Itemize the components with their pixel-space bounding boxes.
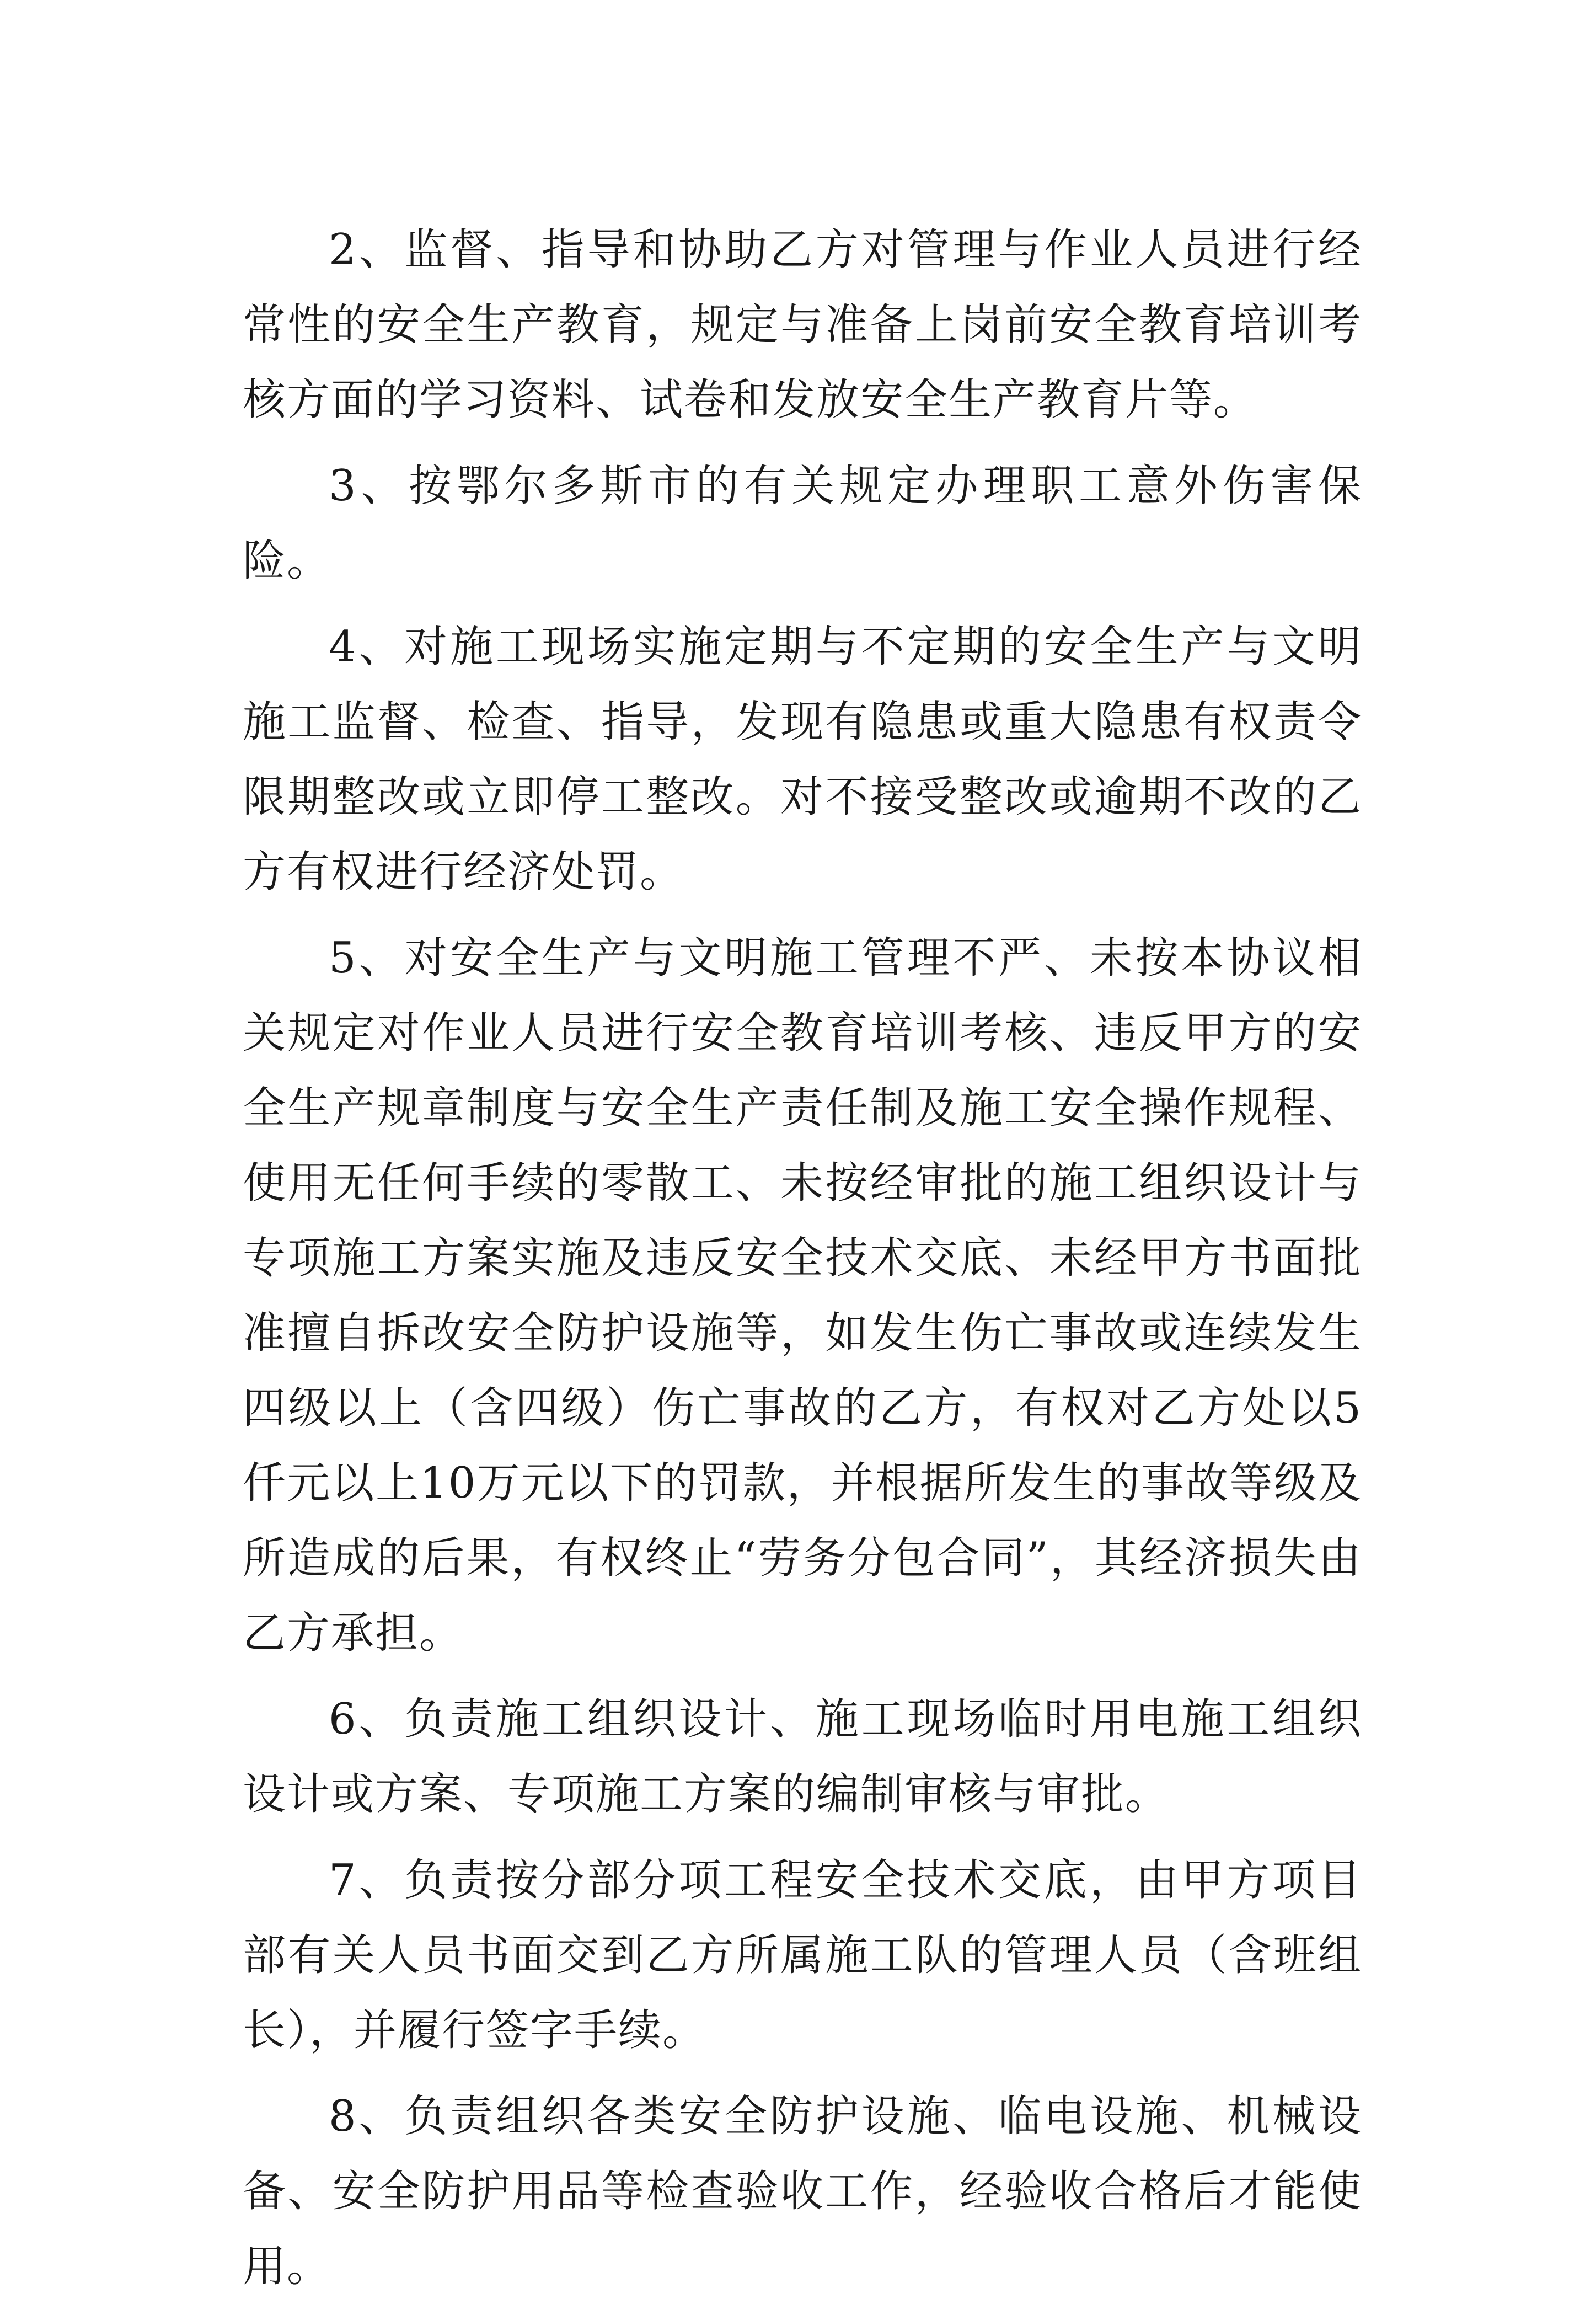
paragraph-item-2: 2、监督、指导和协助乙方对管理与作业人员进行经常性的安全生产教育，规定与准备上岗前安全教育培训考核方面的学习资料、试卷和发放安全生产教育片等。: [243, 225, 1362, 425]
paragraph-item-5: 5、对安全生产与文明施工管理不严、未按本协议相关规定对作业人员进行安全教育培训考核、违反甲方的安全生产规章制度与安全生产责任制及施工安全操作规程、使用无任何手续的零散工、未按经审批的施工组织设计与专项施工方案实施及违反安全技术交底、未经甲方书面批准擅自拆改安全防护设施等，如发生伤亡事故或连续发生四级以上（含四级）伤亡事故的乙方，有权对乙方处以5仟元以上10万元以下的罚款，并根据所发生的事故等级及所造成的后果，有权终止“劳务分包合同”，其经济损失由乙方承担。: [243, 933, 1362, 1658]
paragraph-item-3: 3、按鄂尔多斯市的有关规定办理职工意外伤害保险。: [243, 461, 1362, 586]
paragraph-item-4: 4、对施工现场实施定期与不定期的安全生产与文明施工监督、检查、指导，发现有隐患或重大隐患有权责令限期整改或立即停工整改。对不接受整改或逾期不改的乙方有权进行经济处罚。: [243, 622, 1362, 897]
paragraph-item-6: 6、负责施工组织设计、施工现场临时用电施工组织设计或方案、专项施工方案的编制审核与审批。: [243, 1694, 1362, 1819]
document-body: [243, 212, 1362, 2315]
paragraph-item-7: 7、负责按分部分项工程安全技术交底，由甲方项目部有关人员书面交到乙方所属施工队的管理人员（含班组长），并履行签字手续。: [243, 1856, 1362, 2055]
paragraph-item-8: 8、负责组织各类安全防护设施、临电设施、机械设备、安全防护用品等检查验收工作，经验收合格后才能使用。: [243, 2092, 1362, 2291]
